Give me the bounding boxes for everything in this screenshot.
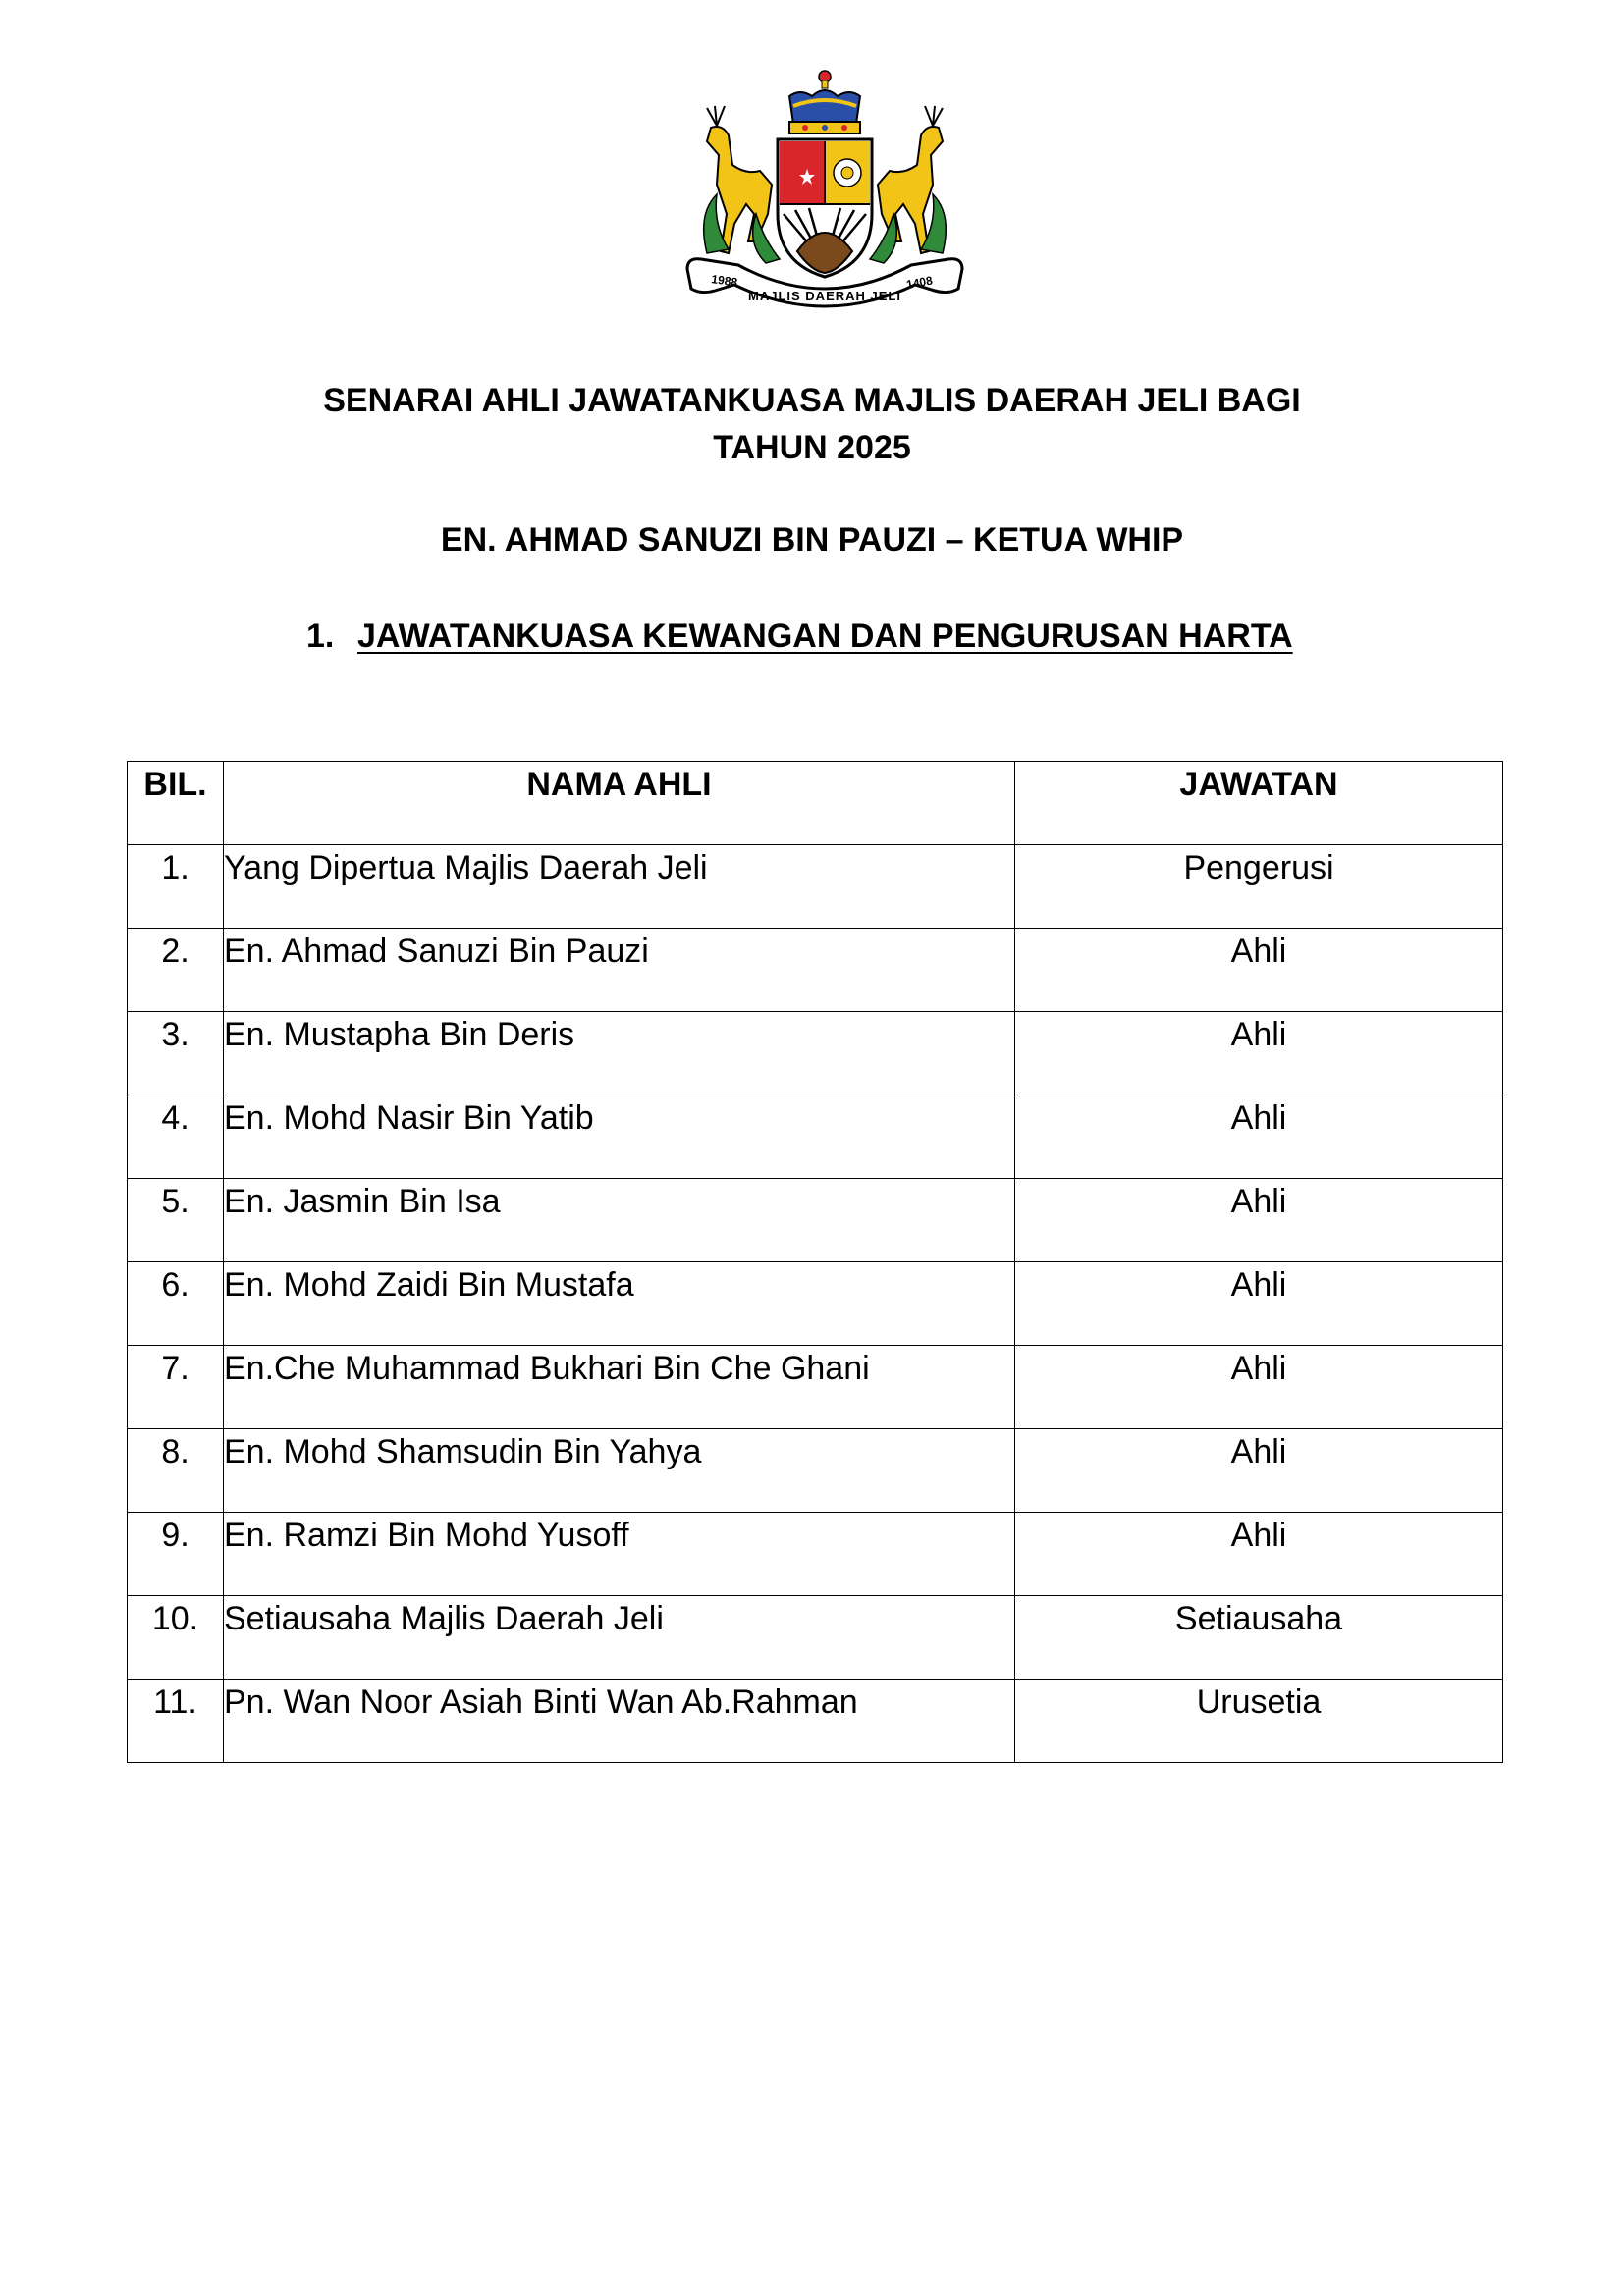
shield-icon (778, 139, 872, 277)
cell-nama: En. Ramzi Bin Mohd Yusoff (224, 1513, 1015, 1596)
cell-nama: Yang Dipertua Majlis Daerah Jeli (224, 845, 1015, 929)
cell-bil: 10. (128, 1596, 224, 1680)
cell-nama: En. Mustapha Bin Deris (224, 1012, 1015, 1095)
logo-year-left: 1988 (710, 272, 738, 290)
table-row (128, 845, 1503, 929)
document-title-line-1: SENARAI AHLI JAWATANKUASA MAJLIS DAERAH JELI BAGI (323, 382, 1301, 419)
logo-year-right: 1408 (905, 273, 934, 292)
cell-nama: En. Ahmad Sanuzi Bin Pauzi (224, 929, 1015, 1012)
cell-jawatan: Ahli (1015, 1429, 1503, 1513)
cell-jawatan: Urusetia (1015, 1680, 1503, 1763)
table-row (128, 1262, 1503, 1346)
cell-jawatan: Pengerusi (1015, 845, 1503, 929)
cell-bil: 9. (128, 1513, 224, 1596)
table-row (128, 1346, 1503, 1429)
cell-nama: Pn. Wan Noor Asiah Binti Wan Ab.Rahman (224, 1680, 1015, 1763)
cell-nama: Setiausaha Majlis Daerah Jeli (224, 1596, 1015, 1680)
ketua-whip-heading: EN. AHMAD SANUZI BIN PAUZI – KETUA WHIP (440, 521, 1184, 559)
cell-jawatan: Ahli (1015, 1346, 1503, 1429)
cell-jawatan: Setiausaha (1015, 1596, 1503, 1680)
crown-icon (789, 71, 860, 133)
table-row (128, 1429, 1503, 1513)
majlis-daerah-jeli-crest-logo (677, 67, 972, 324)
cell-bil: 11. (128, 1680, 224, 1763)
section-title: JAWATANKUASA KEWANGAN DAN PENGURUSAN HARTA (357, 617, 1293, 655)
table-row (128, 1680, 1503, 1763)
section-number: 1. (306, 617, 335, 655)
section-heading (306, 613, 1293, 660)
cell-bil: 5. (128, 1179, 224, 1262)
cell-jawatan: Ahli (1015, 1513, 1503, 1596)
cell-nama: En. Mohd Shamsudin Bin Yahya (224, 1429, 1015, 1513)
cell-bil: 7. (128, 1346, 224, 1429)
cell-jawatan: Ahli (1015, 1095, 1503, 1179)
table-row (128, 1513, 1503, 1596)
cell-nama: En. Mohd Nasir Bin Yatib (224, 1095, 1015, 1179)
table-row (128, 1095, 1503, 1179)
table-row (128, 1179, 1503, 1262)
cell-nama: En.Che Muhammad Bukhari Bin Che Ghani (224, 1346, 1015, 1429)
header-jawatan: JAWATAN (1015, 762, 1503, 845)
logo-motto: MAJLIS DAERAH JELI (748, 289, 901, 303)
cell-jawatan: Ahli (1015, 1179, 1503, 1262)
cell-jawatan: Ahli (1015, 929, 1503, 1012)
cell-bil: 6. (128, 1262, 224, 1346)
cell-bil: 4. (128, 1095, 224, 1179)
header-nama-ahli: NAMA AHLI (224, 762, 1015, 845)
cell-bil: 2. (128, 929, 224, 1012)
table-row (128, 1596, 1503, 1680)
table-header-row (128, 762, 1503, 845)
cell-jawatan: Ahli (1015, 1262, 1503, 1346)
cell-jawatan: Ahli (1015, 1012, 1503, 1095)
table-row (128, 1012, 1503, 1095)
cell-nama: En. Mohd Zaidi Bin Mustafa (224, 1262, 1015, 1346)
cell-bil: 8. (128, 1429, 224, 1513)
table-row (128, 929, 1503, 1012)
cell-bil: 3. (128, 1012, 224, 1095)
document-title-line-2: TAHUN 2025 (713, 429, 911, 466)
members-table (127, 761, 1503, 1763)
header-bil: BIL. (128, 762, 224, 845)
cell-nama: En. Jasmin Bin Isa (224, 1179, 1015, 1262)
cell-bil: 1. (128, 845, 224, 929)
